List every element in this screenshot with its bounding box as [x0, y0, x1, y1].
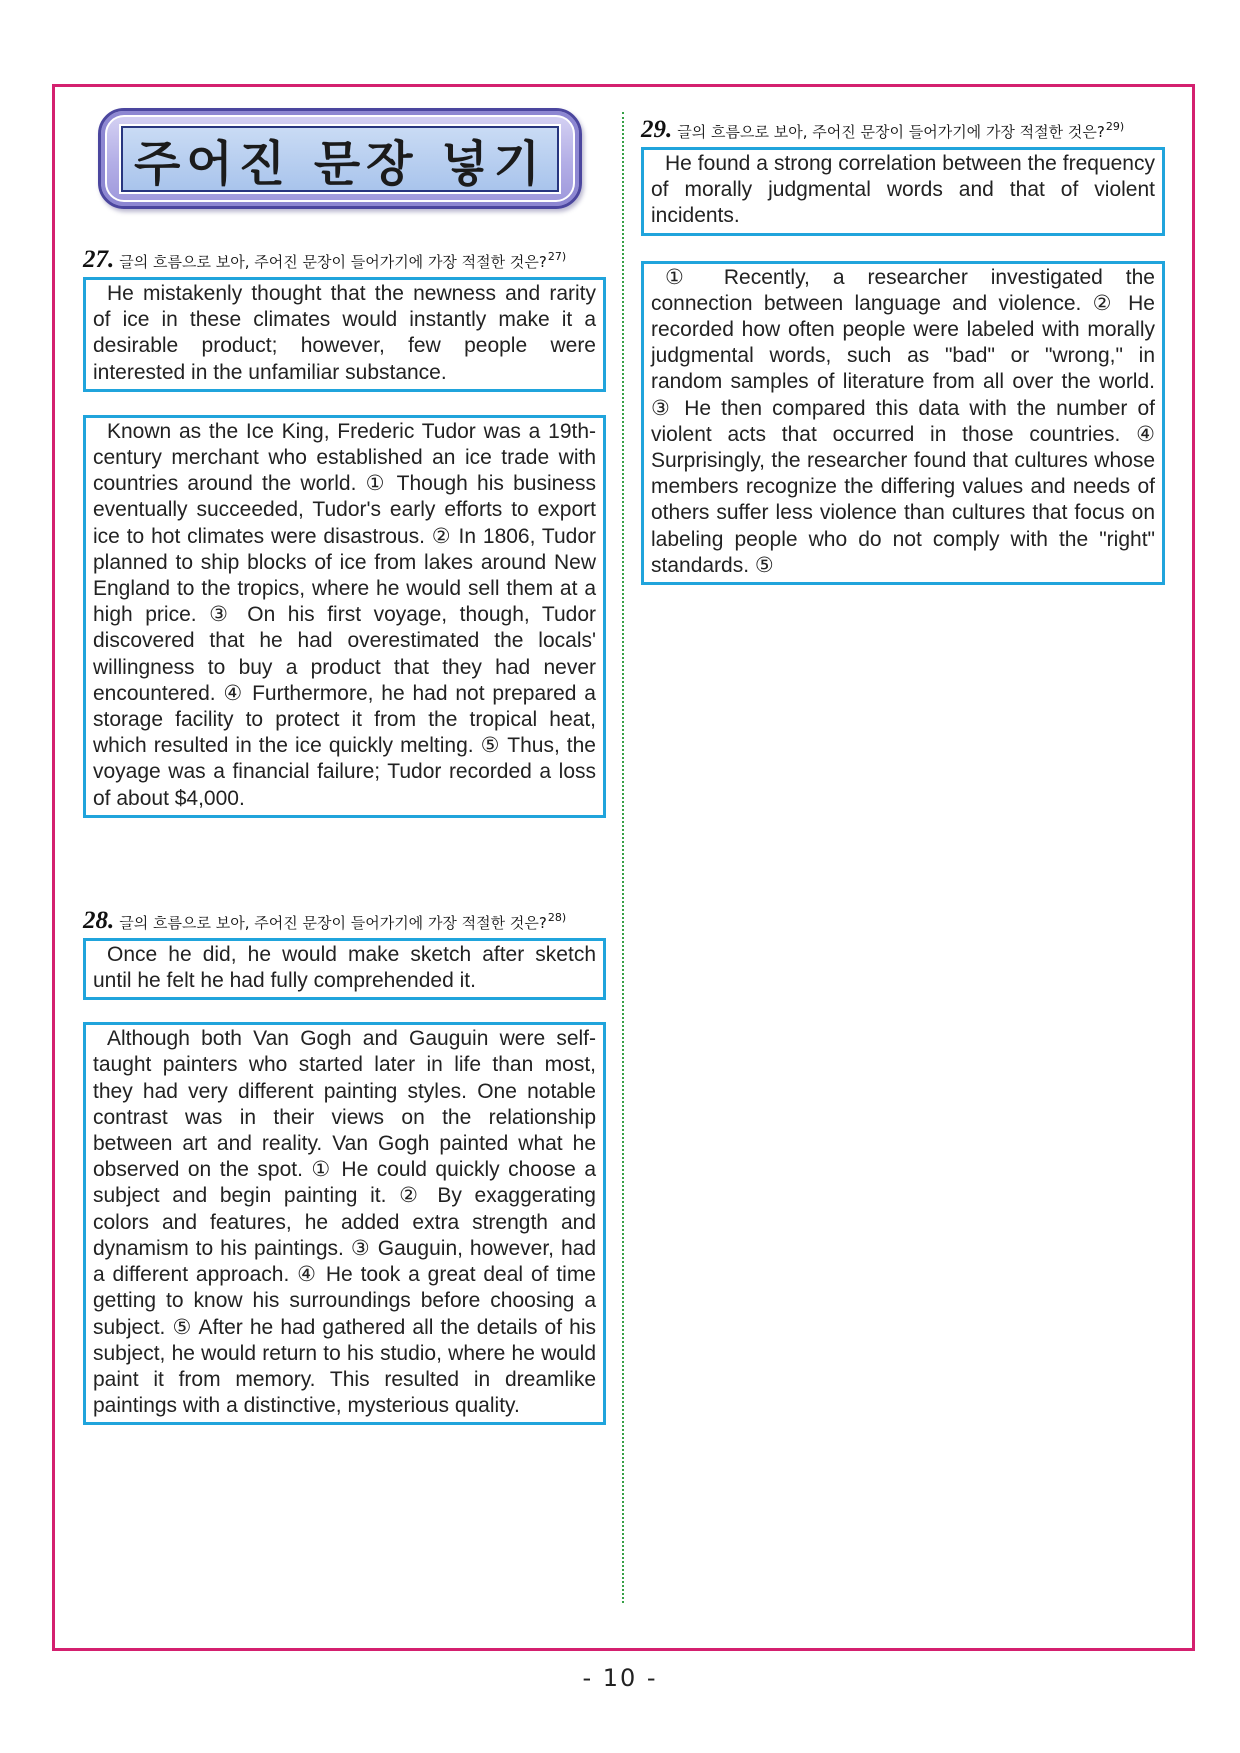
right-column	[641, 116, 1165, 585]
passage-box: ① Recently, a researcher investigated the connection between language and violence. ② He recorded how often people were labeled with morally judgmental words, such as "bad" or "wrong," in random samples of literature from all over the world. ③ He then compared this data with the number of violent acts that occurred in those countries. ④ Surprisingly, the researcher found that cultures whose members recognize the differing values and needs of others suffer less violence than cultures that focus on labeling people who do not comply with the "right" standards. ⑤	[641, 261, 1165, 585]
given-sentence-box: He found a strong correlation between the frequency of morally judgmental words and that of violent incidents.	[641, 147, 1165, 236]
column-divider	[622, 112, 624, 1603]
question-29-header	[641, 116, 1165, 147]
question-number: 27.	[83, 246, 115, 273]
passage-box: Known as the Ice King, Frederic Tudor was a 19th-century merchant who established an ice trade with countries around the world. ① Though his business eventually succeeded, Tudor's early efforts to export ice to hot climates were disastrous. ② In 1806, Tudor planned to ship blocks of ice from lakes around New England to the tropics, where he would sell them at a high price. ③ On his first voyage, though, Tudor discovered that he had overestimated the locals' willingness to buy a product that they had never encountered. ④ Furthermore, he had not prepared a storage facility to protect it from the tropical heat, which resulted in the ice quickly melting. ⑤ Thus, the voyage was a financial failure; Tudor recorded a loss of about $4,000.	[83, 415, 606, 818]
footnote-marker: 27)	[547, 250, 567, 263]
question-number: 28.	[83, 906, 115, 934]
question-prompt: 글의 흐름으로 보아, 주어진 문장이 들어가기에 가장 적절한 것은?	[119, 913, 547, 932]
passage-box: Although both Van Gogh and Gauguin were self-taught painters who started later in life than most, they had very different painting styles. One notable contrast was in their views on the relationship between art and reality. Van Gogh painted what he observed on the spot. ① He could quickly choose a subject and begin painting it. ② By exaggerating colors and features, he added extra strength and dynamism to his paintings. ③ Gauguin, however, had a different approach. ④ He took a great deal of time getting to know his surroundings before choosing a subject. ⑤ After he had gathered all the details of his subject, he would return to his studio, where he would paint it from memory. This resulted in dreamlike paintings with a distinctive, mysterious quality.	[83, 1022, 606, 1425]
question-prompt: 글의 흐름으로 보아, 주어진 문장이 들어가기에 가장 적절한 것은?	[119, 253, 547, 271]
page-number: - 10 -	[582, 1664, 658, 1692]
title-banner	[98, 108, 582, 209]
question-prompt: 글의 흐름으로 보아, 주어진 문장이 들어가기에 가장 적절한 것은?	[677, 123, 1105, 141]
question-27-header	[83, 246, 606, 277]
question-number: 29.	[641, 116, 673, 143]
page-title: 주어진 문장 넣기	[134, 135, 546, 192]
footnote-marker: 29)	[1105, 120, 1125, 133]
question-28-header	[83, 907, 606, 938]
given-sentence-box: Once he did, he would make sketch after sketch until he felt he had fully comprehended it.	[83, 938, 606, 1000]
given-sentence-box: He mistakenly thought that the newness and rarity of ice in these climates would instantly make it a desirable product; however, few people were interested in the unfamiliar substance.	[83, 277, 606, 392]
title-banner-inner	[121, 126, 559, 192]
footnote-marker: 28)	[547, 910, 567, 924]
left-column	[83, 246, 606, 1425]
